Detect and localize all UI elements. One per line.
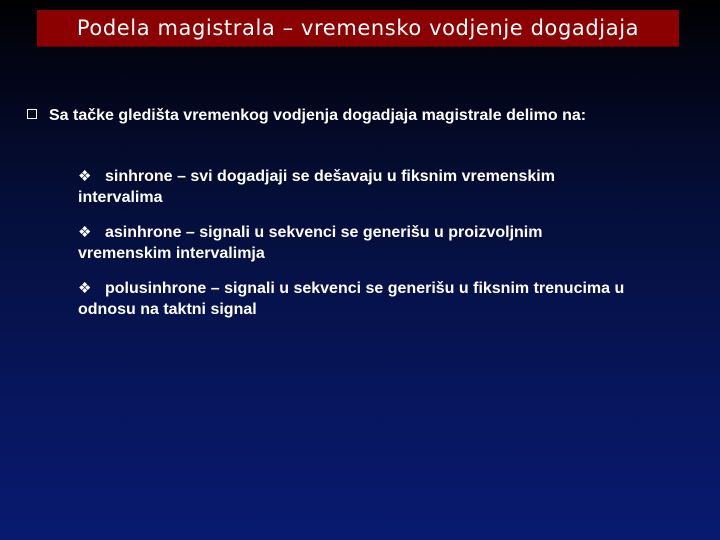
sub-bullet-item [78,278,638,320]
diamond-cross-icon: ❖ [78,168,92,185]
sub-bullet-text: asinhrone – signali u sekvenci se generišu u proizvoljnim vremenskim intervalimja [78,224,543,262]
diamond-cross-icon: ❖ [78,224,92,241]
sub-bullet-text: sinhrone – svi dogadjaji se dešavaju u fiksnim vremenskim intervalima [78,168,555,206]
slide-title-bar [37,10,679,47]
diamond-cross-icon: ❖ [78,280,92,297]
main-bullet-text: Sa tačke gledišta vremenkog vodjenja dogadjaja magistrale delimo na: [49,107,587,124]
slide-title: Podela magistrala – vremensko vodjenje dogadjaja [76,16,640,40]
hollow-square-icon [27,109,37,119]
sub-bullet-list [78,166,638,334]
sub-bullet-item [78,222,638,264]
sub-bullet-item [78,166,638,208]
sub-bullet-text: polusinhrone – signali u sekvenci se generišu u fiksnim trenucima u odnosu na taktni signal [78,280,625,318]
main-bullet [27,106,707,126]
